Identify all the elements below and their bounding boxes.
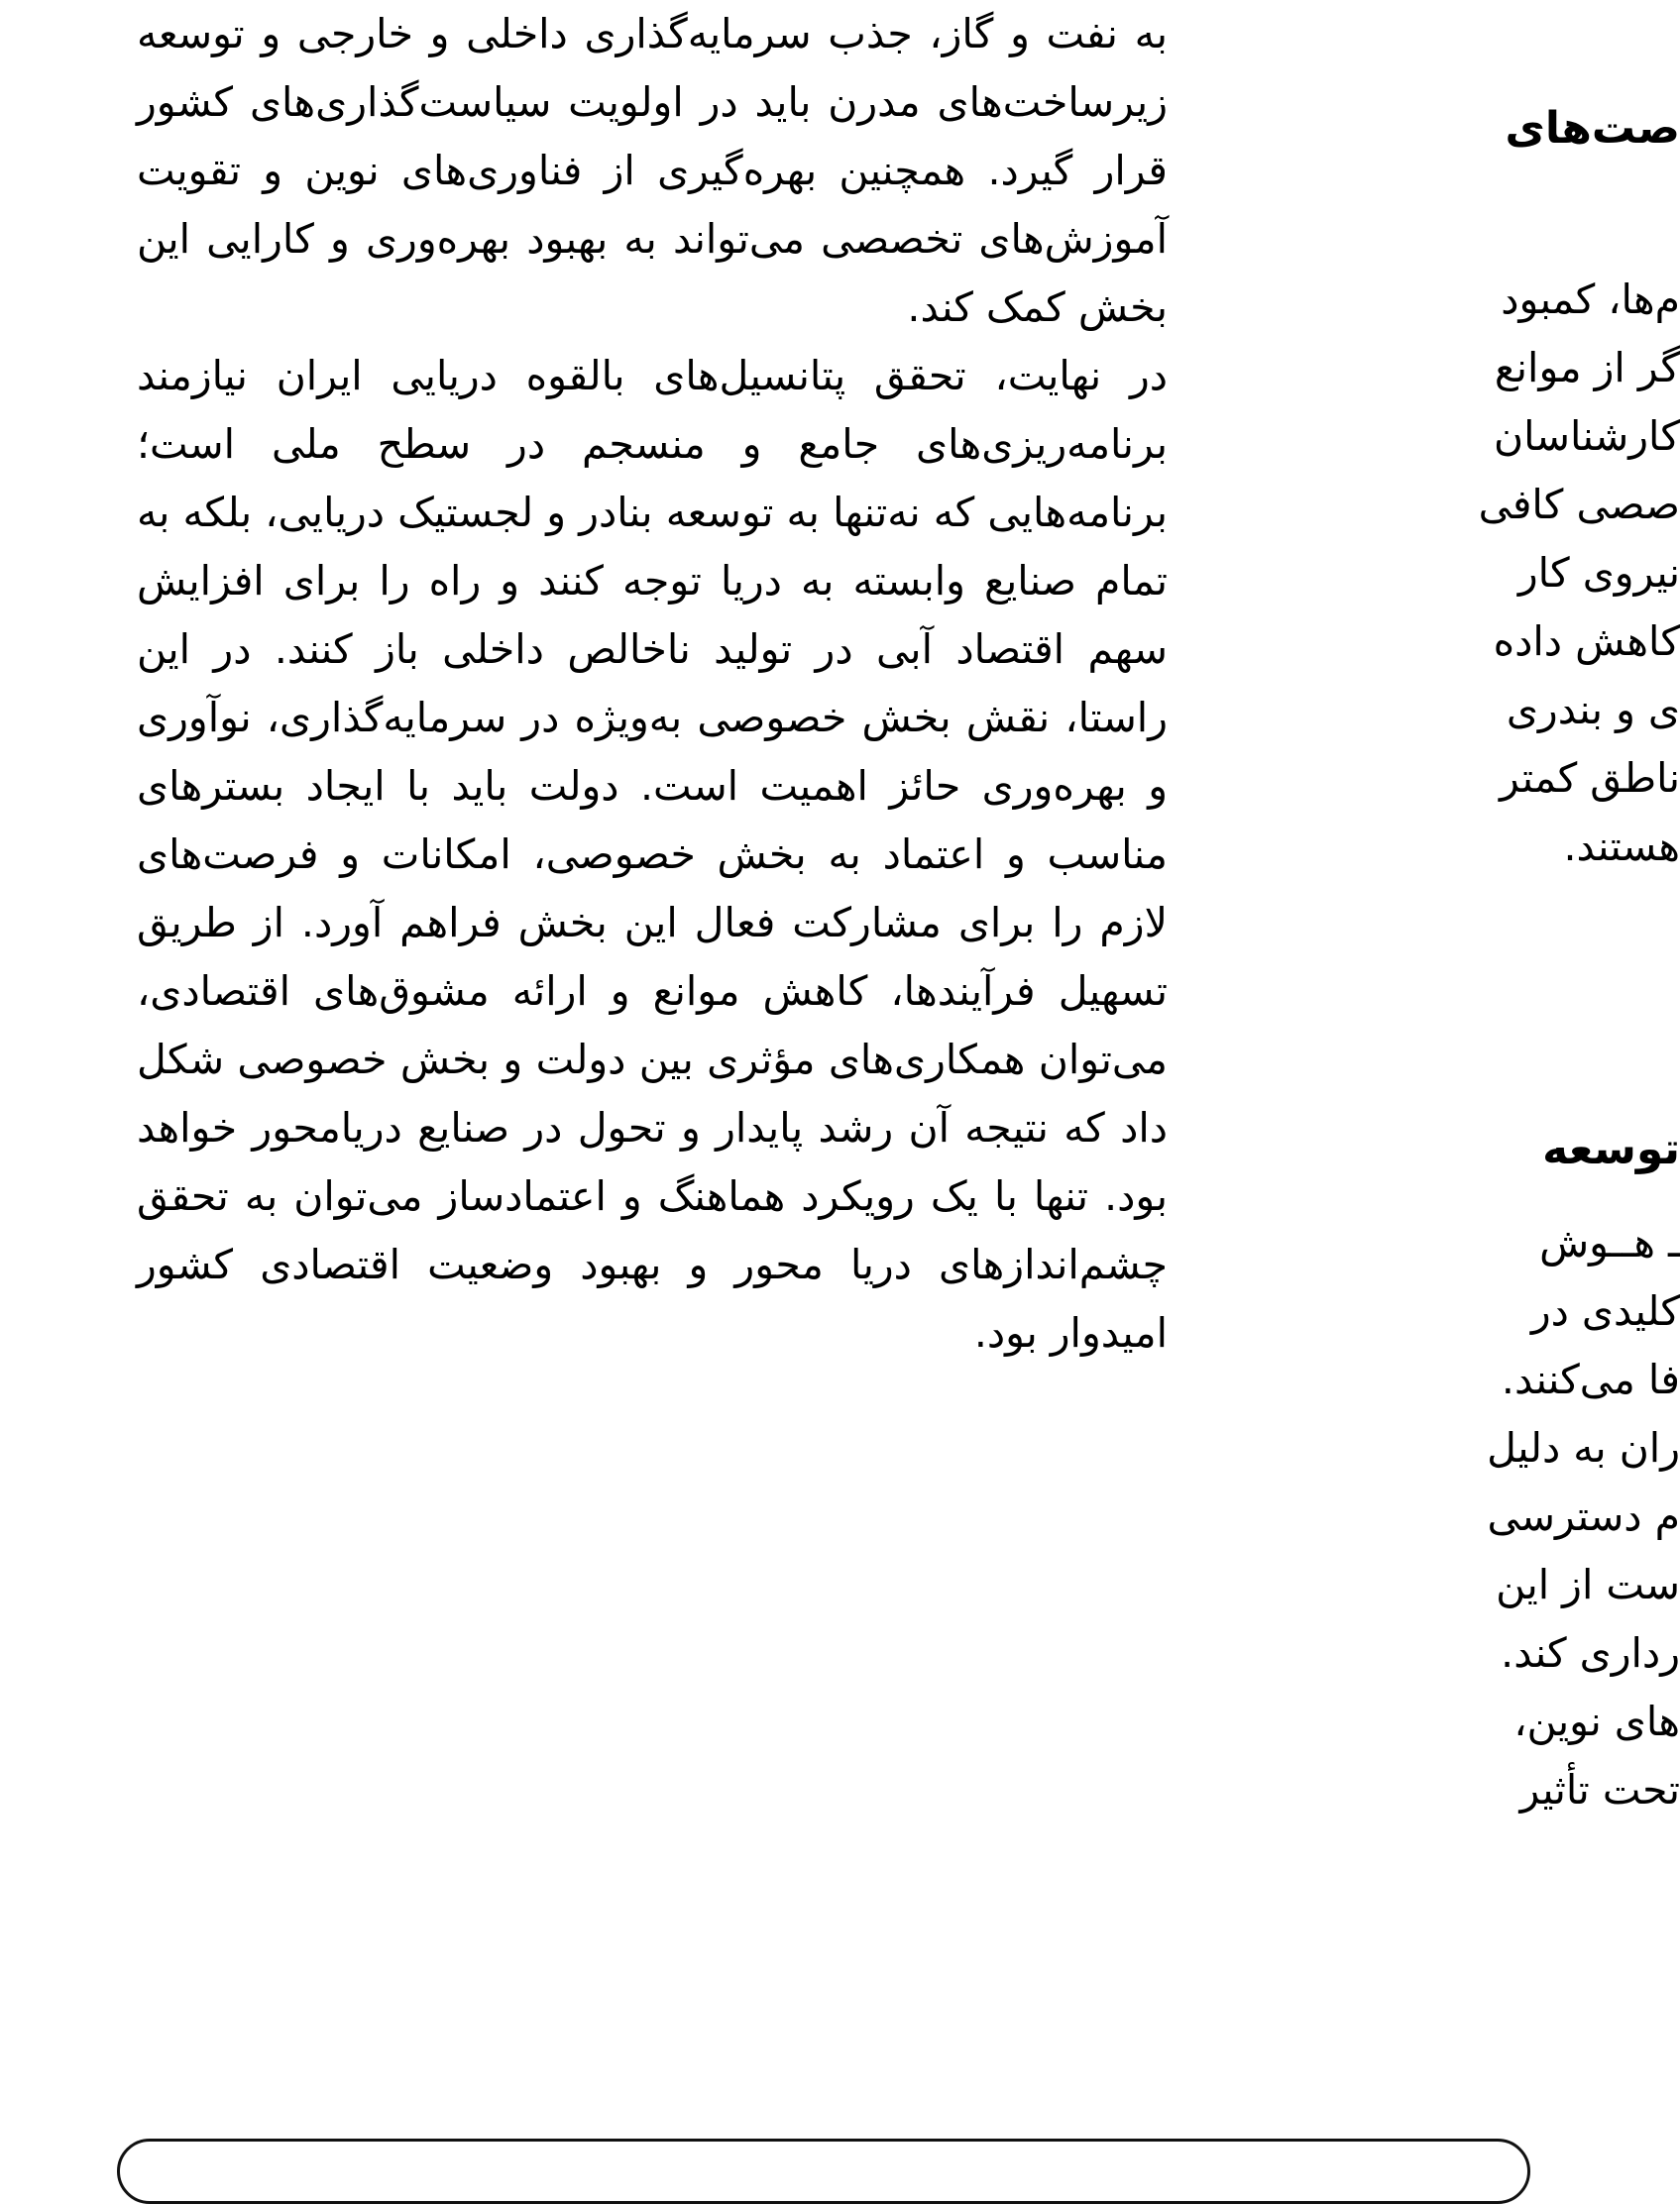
side-line: رداری کند. [1501,1619,1680,1688]
side-line: ی و بندری [1507,676,1680,744]
section-heading-development: توسعه [1542,1115,1680,1183]
side-line: صصی کافی [1479,471,1680,539]
side-line: های نوین، [1513,1688,1680,1756]
paragraph-conclusion: در نهایت، تحقق پتانسیل‌های بالقوه دریایی ایران نیازمند برنامه‌ریزی‌های جامع و منسجم در سطح ملی است؛ برنامه‌هایی که نه‌تنها به توسعه بنادر و لجستیک دریایی، بلکه به تمام صنایع وابسته به دریا توجه کنند و راه را برای افزایش سهم اقتصاد آبی در تولید ناخالص داخلی باز کنند. در این راستا، نقش بخش خصوصی به‌ویژه در سرمایه‌گذاری، نوآوری و بهره‌وری حائز اهمیت است. دولت باید با ایجاد بسترهای مناسب و اعتماد به بخش خصوصی، امکانات و فرصت‌های لازم را برای مشارکت فعال این بخش فراهم آورد. از طریق تسهیل فرآیندها، کاهش موانع و ارائه مشوق‌های اقتصادی، می‌توان همکاری‌های مؤثری بین دولت و بخش خصوصی شکل داد که نتیجه آن رشد پایدار و تحول در صنایع دریامحور خواهد بود. تنها با یک رویکرد هماهنگ و اعتمادساز می‌توان به تحقق چشم‌اندازهای دریا محور و بهبود وضعیت اقتصادی کشور امیدوار بود. [137,342,1168,1368]
side-line: ست از این [1496,1551,1680,1619]
side-line: هستند. [1564,813,1680,881]
side-line: کارشناسان [1494,402,1680,471]
side-line: گر از موانع [1495,334,1680,402]
side-line: کاهش داده [1494,607,1680,676]
side-line: ناطق کمتر [1500,744,1680,813]
side-line: م دسترسی [1487,1483,1680,1551]
section-heading-opportunities: صت‌های [1506,94,1680,163]
paragraph-investment-priorities: به نفت و گاز، جذب سرمایه‌گذاری داخلی و خارجی و توسعه زیرساخت‌های مدرن باید در اولویت سیاست‌گذاری‌های کشور قرار گیرد. همچنین بهره‌گیری از فناوری‌های نوین و تقویت آموزش‌های تخصصی می‌تواند به بهبود بهره‌وری و کارایی این بخش کمک کند. [137,0,1168,342]
main-text-column [137,0,1168,1368]
side-line: ران به دلیل [1487,1414,1680,1483]
side-line: کلیدی در [1531,1277,1680,1346]
footer-rounded-frame [117,2139,1530,2204]
side-line: م‌ها، کمبود [1501,266,1680,334]
side-line: نیروی کار [1518,539,1680,607]
side-line: ـ هــوش [1539,1209,1680,1277]
side-line: فا می‌کنند. [1502,1346,1680,1414]
side-line: تحت تأثیر [1520,1756,1680,1824]
